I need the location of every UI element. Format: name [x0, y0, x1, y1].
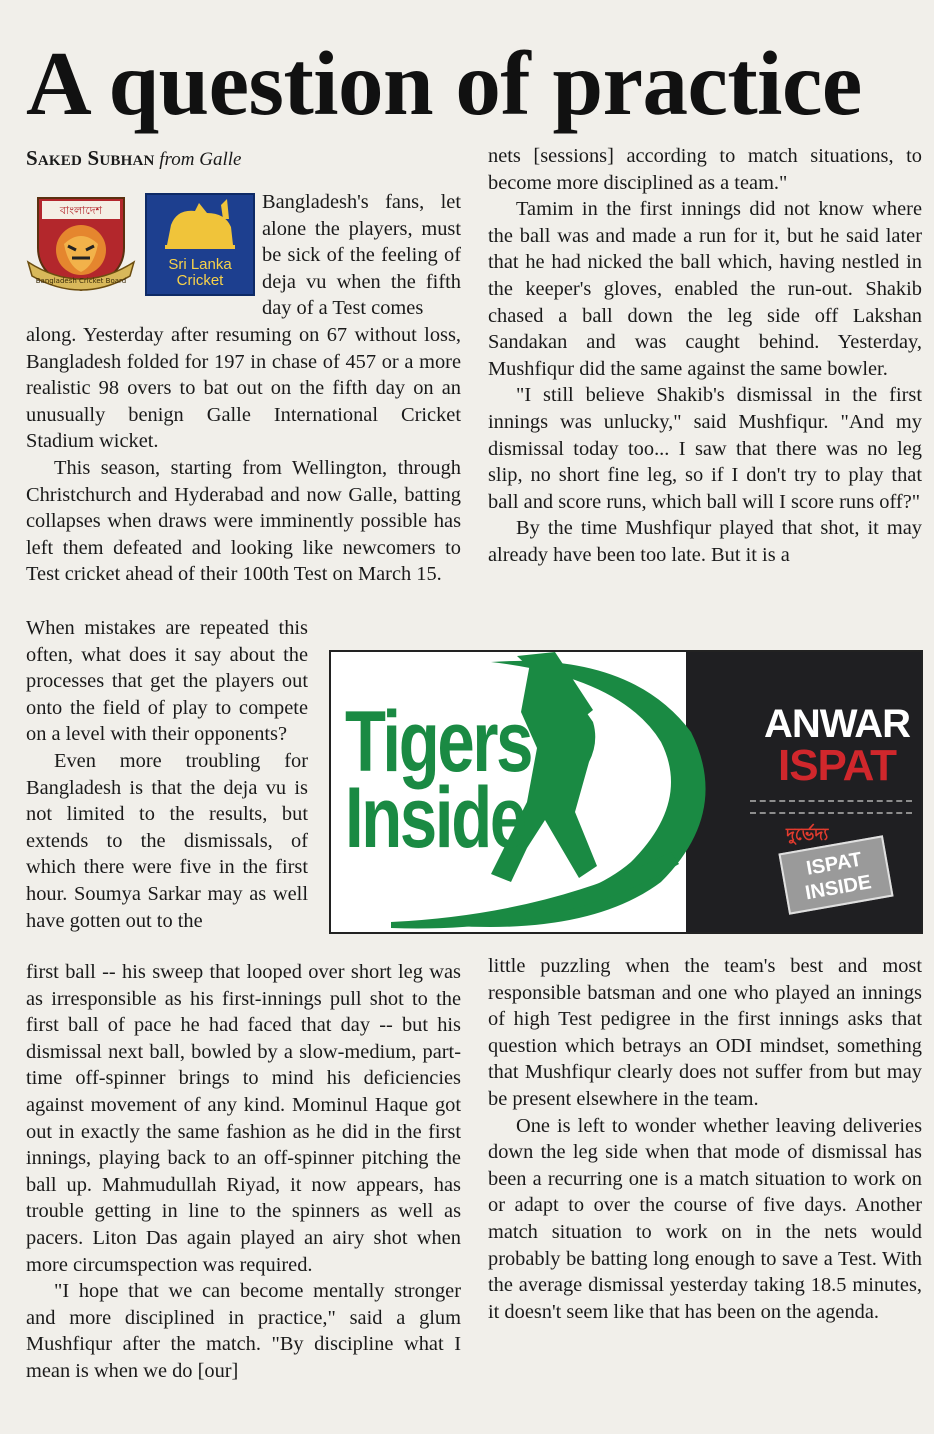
article-col1-beside-logos — [262, 189, 461, 322]
byline — [26, 146, 241, 172]
headline: A question of practice — [26, 33, 862, 134]
author-name: Saked Subhan — [26, 146, 155, 170]
article-paragraph: One is left to wonder whether leaving deliveries down the leg side when that mode of dismissal has been a recurring one is a match situation to work on or adapt to over the course of five days. Another match situation to work on in the nets would probably be batting long enough to save a Test. With the average dismissal yesterday taking 18.5 minutes, it doesn't seem like that has been on the agenda. — [488, 1114, 922, 1323]
sponsor-name-line2: ISPAT — [777, 741, 897, 790]
sri-lanka-cricket-logo — [145, 193, 255, 296]
badge-line1: ISPAT — [804, 848, 864, 880]
article-paragraph: Even more troubling for Bangladesh is that the deja vu is not limited to the results, but extends to the dismissals, of which there were five in the first hour. Soumya Sarkar may as well have gotten out to the — [26, 749, 308, 932]
sponsor-name-line1: ANWAR — [763, 702, 911, 746]
ad-divider — [750, 800, 912, 814]
article-paragraph: "I hope that we can become mentally stronger and more disciplined in practice," said a glum Mushfiqur after the match. "By discipline what I mean is when we do [our] — [26, 1280, 461, 1382]
dateline: from Galle — [159, 149, 242, 170]
sri-lanka-logo-line2: Cricket — [176, 272, 224, 289]
bangladesh-logo-text: বাংলাদেশ — [59, 204, 103, 217]
bangladesh-cricket-logo — [24, 192, 138, 294]
ad-title — [345, 694, 532, 866]
article-paragraph: Bangladesh's fans, let alone the players, must be sick of the feeling of deja vu when the fifth day of a Test comes — [262, 191, 461, 320]
article-col1-upper — [26, 322, 461, 612]
article-col1-lower — [26, 959, 461, 1414]
tigers-inside-advertisement — [329, 650, 923, 934]
bcb-ribbon-text: Bangladesh Cricket Board — [35, 277, 127, 285]
article-paragraph: nets [sessions] according to match situations, to become more disciplined as a team." — [488, 145, 922, 194]
article-paragraph-continued: along. Yesterday after resuming on 67 without loss, Bangladesh folded for 197 in chase of 457 or a more realistic 98 overs to bat out on the fifth day on an unusually benign Galle International Cricket Stadium wicket. — [26, 324, 461, 453]
article-paragraph: Tamim in the first innings did not know where the ball was and made a run for it, but he said later that he had nicked the ball which, having nestled in the keeper's gloves, enabled the run-out. Shakib chased a ball down the leg side off Lakshan Sandakan and was caught behind. Yesterday, Mushfiqur did the same against the same bowler. — [488, 198, 922, 380]
article-col1-narrow — [26, 615, 308, 960]
article-col2-lower — [488, 953, 922, 1413]
ad-bengali-tag: দুর্ভেদ্য — [786, 825, 829, 845]
article-paragraph: first ball -- his sweep that looped over short leg was as irresponsible as his first-innings pull shot to the first ball of pace he had faced that day -- but his dismissal next ball, bowled by a slow-medium, part-time off-spinner brings to mind his deficiencies against movement of any kind. Mominul Haque got out in exactly the same fashion as he did in the first innings, playing back to an off-spinner pitching the ball up. Mahmudullah Riyad, it now appears, has trouble getting in line to the spinners as well as pacers. Liton Das again played an airy shot when more circumspection was required. — [26, 961, 461, 1276]
article-paragraph: When mistakes are repeated this often, what does it say about the processes that get the players out onto the field of play to compete on a level with their opponents? — [26, 617, 308, 746]
badge-line2: INSIDE — [803, 871, 874, 905]
article-paragraph: This season, starting from Wellington, through Christchurch and Hyderabad and now Galle, batting collapses when draws were imminently possible has left them defeated and looking like newcomers to Test cricket ahead of their 100th Test on March 15. — [26, 456, 461, 586]
ad-title-line1: Tigers — [345, 694, 532, 790]
article-col2-upper — [488, 143, 922, 633]
article-paragraph: By the time Mushfiqur played that shot, it may already have been too late. But it is a — [488, 517, 922, 566]
sri-lanka-logo-line1: Sri Lanka — [168, 256, 232, 273]
article-paragraph: "I still believe Shakib's dismissal in the first innings was unlucky," said Mushfiqur. "And my dismissal today too... I saw that there was no leg slip, no short fine leg, so if I don't try to play that ball and score runs, which ball will I score runs off?" — [488, 384, 922, 513]
ad-title-line2: Inside — [345, 770, 525, 866]
article-paragraph: little puzzling when the team's best and most responsible batsman and one who played an innings of high Test pedigree in the first innings asks that question which betrays an ODI mindset, something that Mushfiqur clearly does not suffer from but may be present elsewhere in the team. — [488, 955, 922, 1110]
lion-icon — [147, 195, 253, 255]
